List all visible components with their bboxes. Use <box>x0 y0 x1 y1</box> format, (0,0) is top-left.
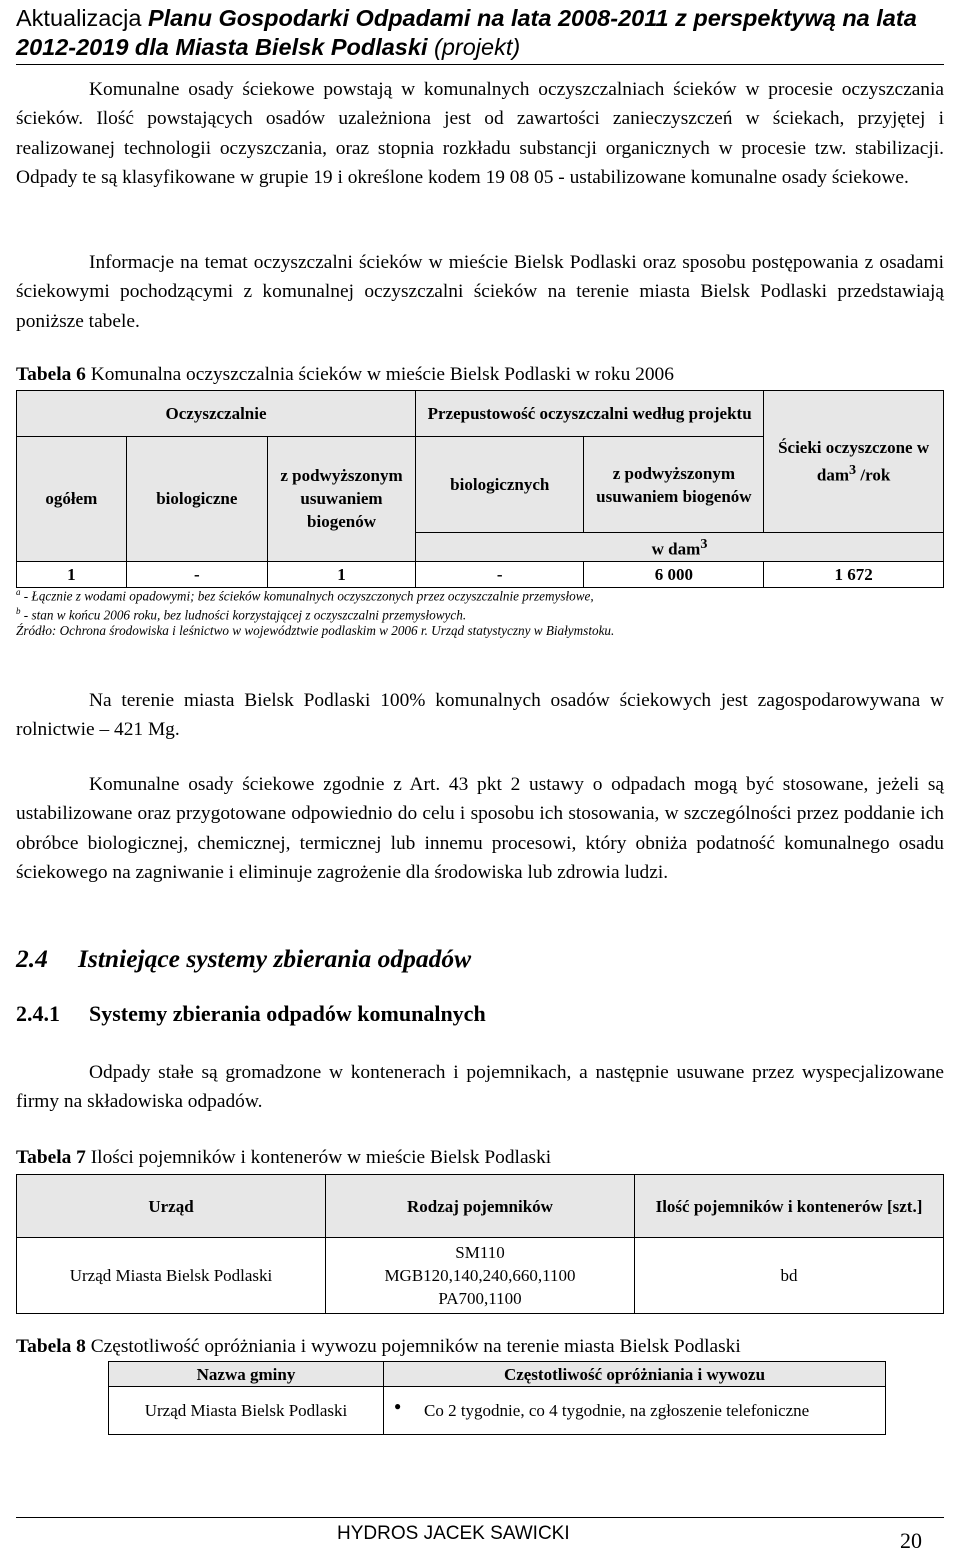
table6-cell-biologicznych: - <box>416 561 584 587</box>
paragraph-3: Na terenie miasta Bielsk Podlaski 100% komunalnych osadów ściekowych jest zagospodarowywana w rolnictwie – 421 Mg. <box>16 690 944 741</box>
header-suffix: (projekt) <box>427 34 521 60</box>
table8-caption <box>16 1335 741 1359</box>
table7-cell-urzad: Urząd Miasta Bielsk Podlaski <box>17 1238 326 1314</box>
section-number: 2.4 <box>16 944 48 973</box>
table6-cell-biologiczne: - <box>126 561 267 587</box>
header-title: Planu Gospodarki Odpadami na lata 2008-2011 z perspektywą na lata 2012-2019 dla Miasta Bielsk Podlaski <box>16 5 917 60</box>
table7-header-rodzaj: Rodzaj pojemników <box>326 1175 635 1238</box>
table6-cell-scieki: 1 672 <box>764 561 944 587</box>
table6-header-przepustowosc: Przepustowość oczyszczalni według projektu <box>416 391 764 437</box>
header-rule <box>16 64 944 65</box>
table6-note-a <box>16 584 594 604</box>
table8-cell-gmina: Urząd Miasta Bielsk Podlaski <box>109 1387 384 1435</box>
section-heading-2-4-1 <box>16 1001 486 1027</box>
table6-header-z-podwyzszonym-2: z podwyższonym usuwaniem biogenów <box>584 437 764 533</box>
table7-container-line-1: SM110 <box>455 1243 505 1262</box>
paragraph-1: Komunalne osady ściekowe powstają w komunalnych oczyszczalniach ścieków w procesie oczyszczania ścieków. Ilość powstających osadów uzależniona jest od zawartości zanieczyszczeń w ściekach, przyjętej i realizowanej technologii oczyszczania, oraz stopnia rozkładu substancji organicznych w procesie tzw. stabilizacji. Odpady te są klasyfikowane w grupie 19 i określone kodem 19 08 05 - ustabilizowane komunalne osady ściekowe. <box>16 79 944 188</box>
subsection-title: Systemy zbierania odpadów komunalnych <box>89 1001 486 1026</box>
table7-cell-rodzaj <box>326 1238 635 1314</box>
table6 <box>16 390 944 588</box>
footer-rule <box>16 1517 944 1518</box>
table6-note-b <box>16 603 466 623</box>
table7-container-line-2: MGB120,140,240,660,1100 <box>384 1266 576 1285</box>
table8-label: Tabela 8 <box>16 1336 86 1357</box>
table7-header-urzad: Urząd <box>17 1175 326 1238</box>
table6-header-unit-text: w dam <box>651 539 701 559</box>
table6-cell-z-podwyzszonym-2: 6 000 <box>584 561 764 587</box>
section-title: Istniejące systemy zbierania odpadów <box>78 944 472 973</box>
table6-header-unit-sup: 3 <box>700 536 708 552</box>
paragraph-2: Informacje na temat oczyszczalni ścieków w mieście Bielsk Podlaski oraz sposobu postępowania z osadami ściekowymi pochodzącymi z komunalnej oczyszczalni ścieków na terenie miasta Bielsk Podlaski przedstawiają poniższe tabele. <box>16 252 944 332</box>
table8-cell-czestotliwosc <box>384 1387 886 1435</box>
footer-company: HYDROS JACEK SAWICKI <box>337 1523 570 1544</box>
table6-cell-ogolem: 1 <box>17 561 127 587</box>
table6-header-ogolem: ogółem <box>17 437 127 562</box>
table6-caption <box>16 363 674 387</box>
table7-cell-ilosc: bd <box>635 1238 944 1314</box>
table8 <box>108 1361 886 1435</box>
header-prefix: Aktualizacja <box>16 5 148 31</box>
table6-header-scieki-unit: /rok <box>856 465 891 485</box>
table6-header-unit <box>416 533 944 562</box>
table6-header-scieki-sup: 3 <box>849 462 857 479</box>
paragraph-4: Komunalne osady ściekowe zgodnie z Art. 43 pkt 2 ustawy o odpadach mogą być stosowane, jeżeli są ustabilizowane oraz przygotowane odpowiednio do celu i sposobu ich stosowania, w szczególności przez poddanie ich obróbce biologicznej, chemicznej, termicznej lub innemu procesowi, który obniża podatność komunalnego osadu ściekowego na zagniwanie i eliminuje zagrożenie dla środowiska lub zdrowia ludzi. <box>16 774 944 883</box>
table8-title: Częstotliwość opróżniania i wywozu pojemników na terenie miasta Bielsk Podlaski <box>85 1336 741 1357</box>
table6-source: Źródło: Ochrona środowiska i leśnictwo w województwie podlaskim w 2006 r. Urząd statystyczny w Białymstoku. <box>16 623 615 638</box>
table6-header-biologicznych: biologicznych <box>416 437 584 533</box>
table8-header-gmina: Nazwa gminy <box>109 1362 384 1387</box>
note-b-marker: b <box>16 606 21 616</box>
note-b-text: - stan w końcu 2006 roku, bez ludności korzystającej z oczyszczalni przemysłowych. <box>20 607 467 623</box>
table6-header-z-podwyzszonym: z podwyższonym usuwaniem biogenów <box>267 437 415 562</box>
table8-header-czestotliwosc: Częstotliwość opróżniania i wywozu <box>384 1362 886 1387</box>
table6-header-biologiczne: biologiczne <box>126 437 267 562</box>
page-number: 20 <box>900 1528 922 1553</box>
subsection-number: 2.4.1 <box>16 1001 60 1026</box>
note-a-marker: a <box>16 587 21 597</box>
table6-header-oczyszczalnie: Oczyszczalnie <box>17 391 416 437</box>
table7-title: Ilości pojemników i kontenerów w mieście Bielsk Podlaski <box>85 1147 552 1168</box>
table7 <box>16 1174 944 1314</box>
table6-label: Tabela 6 <box>16 364 86 385</box>
table7-label: Tabela 7 <box>16 1147 86 1168</box>
table6-header-scieki-text: Ścieki oczyszczone w dam <box>778 438 930 485</box>
table6-title: Komunalna oczyszczalnia ścieków w mieście Bielsk Podlaski w roku 2006 <box>85 364 674 385</box>
table7-header-ilosc: Ilość pojemników i kontenerów [szt.] <box>635 1175 944 1238</box>
section-heading-2-4 <box>16 944 471 974</box>
note-a-text: - Łącznie z wodami opadowymi; bez ścieków komunalnych oczyszczonych przez oczyszczalnie przemysłowe, <box>20 588 594 604</box>
table7-caption <box>16 1146 551 1170</box>
paragraph-5: Odpady stałe są gromadzone w kontenerach i pojemnikach, a następnie usuwane przez wyspecjalizowane firmy na składowiska odpadów. <box>16 1062 944 1113</box>
bullet-icon: ● <box>394 1399 402 1413</box>
table8-frequency-text: Co 2 tygodnie, co 4 tygodnie, na zgłoszenie telefoniczne <box>424 1401 810 1420</box>
table6-header-scieki <box>764 391 944 533</box>
table6-cell-z-podwyzszonym: 1 <box>267 561 415 587</box>
table7-container-line-3: PA700,1100 <box>438 1289 522 1308</box>
page-header <box>16 4 946 62</box>
